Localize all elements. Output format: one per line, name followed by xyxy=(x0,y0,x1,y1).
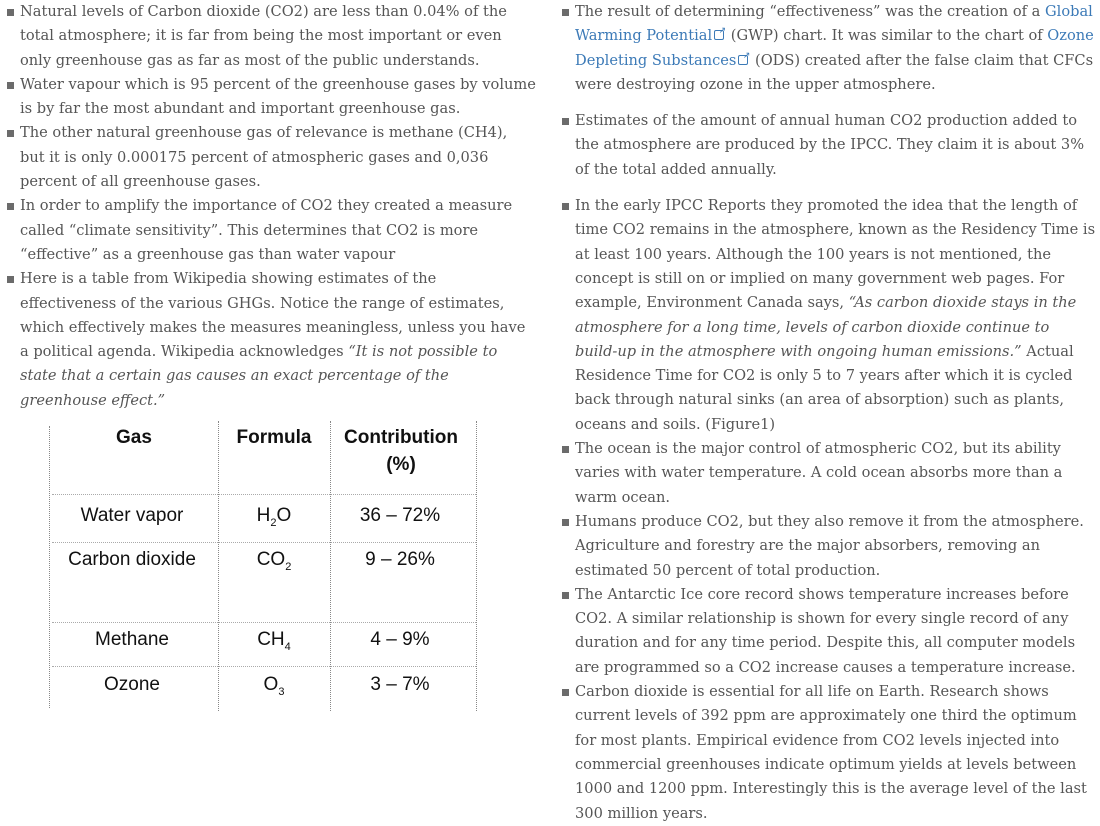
bullet-text: Actual Residence Time for CO2 is only 5 to 7 years after which it is cycled back through natural sinks (an area of absorption) such as plants, oceans and soils. (Figure1) xyxy=(575,342,1074,433)
list-item xyxy=(561,680,1096,826)
formula-water-vapor: $H_2O$ xyxy=(256,505,292,529)
bullet-text: Carbon dioxide is essential for all life on Earth. Research shows current levels of 392 ppm are approximately one third the optimum for most plants. Empirical evidence from CO2 levels injected into commercial greenhouses indicate optimum yields at levels between 1000 and 1200 ppm. Interestingly this is the average level of the last 300 million years. xyxy=(575,683,1087,822)
list-item xyxy=(6,121,536,194)
ozone-depleting-substances-link[interactable]: Ozone Depleting Substances xyxy=(575,27,1094,69)
bullet-text: (GWP) chart. It was similar to the chart of xyxy=(726,27,1048,45)
bullet-text: Natural levels of Carbon dioxide (CO2) are less than 0.04% of the total atmosphere; it is far from being the most important or even only greenhouse gas as far as most of the public understands. xyxy=(20,3,507,69)
bullet-text: Water vapour which is 95 percent of the greenhouse gases by volume is by far the most abundant and important greenhouse gas. xyxy=(20,75,536,118)
header-formula: Formula xyxy=(236,427,312,448)
bullet-text: The result of determining “effectiveness” was the creation of a xyxy=(575,3,1045,20)
gas-methane: Methane xyxy=(95,629,169,650)
left-bullet-list xyxy=(6,0,536,413)
bullet-text: The Antarctic Ice core record shows temperature increases before CO2. A similar relationship is shown for every single record of any duration and for any time period. Despite this, all computer models are programmed so a CO2 increase causes a temperature increase. xyxy=(575,585,1076,676)
list-item xyxy=(561,583,1096,680)
list-item xyxy=(6,194,536,267)
gas-ozone: Ozone xyxy=(104,674,160,695)
list-item xyxy=(6,0,536,73)
environment-canada-quote: “As carbon dioxide stays in the atmosphere for a long time, levels of carbon dioxide continue to build-up in the atmosphere with ongoing human emissions.” xyxy=(575,294,1077,360)
formula-methane: $CH_4$ xyxy=(257,629,291,653)
list-item xyxy=(561,194,1096,437)
list-item xyxy=(561,0,1096,97)
bullet-text: In order to amplify the importance of CO2 they created a measure called “climate sensitivity”. This determines that CO2 is more “effective” as a greenhouse gas than water vapour xyxy=(20,197,513,263)
contribution-water-vapor: 36 – 72% xyxy=(359,505,441,526)
right-bullet-list xyxy=(561,0,1096,826)
contribution-methane: 4 – 9% xyxy=(370,629,430,650)
external-link-icon[interactable] xyxy=(714,30,724,40)
formula-ozone: $O_3$ xyxy=(263,674,285,698)
list-item xyxy=(6,267,536,413)
contribution-carbon-dioxide: 9 – 26% xyxy=(365,549,435,570)
left-column xyxy=(6,0,536,413)
list-item xyxy=(6,73,536,122)
list-item xyxy=(561,437,1096,510)
right-column xyxy=(561,0,1096,826)
bullet-text: The ocean is the major control of atmospheric CO2, but its ability varies with water temperature. A cold ocean absorbs more than a warm ocean. xyxy=(575,440,1063,506)
bullet-text: The other natural greenhouse gas of relevance is methane (CH4), but it is only 0.000175 percent of atmospheric gases and 0,036 percent of all greenhouse gases. xyxy=(20,124,508,191)
formula-carbon-dioxide: $CO_2$ xyxy=(256,549,292,573)
list-item xyxy=(561,510,1096,583)
contribution-ozone: 3 – 7% xyxy=(370,674,430,695)
bullet-text: Here is a table from Wikipedia showing estimates of the effectiveness of the various GHGs. Notice the range of estimates, which effectively makes the measures meaningless, unless you have a political agenda. Wikipedia acknowledges xyxy=(20,270,526,361)
wikipedia-quote: “It is not possible to state that a certain gas causes an exact percentage of the greenhouse effect.” xyxy=(20,343,498,409)
list-item xyxy=(561,109,1096,182)
header-contribution: Contribution (%) xyxy=(344,427,458,475)
global-warming-potential-link[interactable]: Global Warming Potential xyxy=(575,3,1093,45)
gas-carbon-dioxide: Carbon dioxide xyxy=(68,549,196,570)
bullet-text: In the early IPCC Reports they promoted the idea that the length of time CO2 remains in the atmosphere, known as the Residency Time is at least 100 years. Although the 100 years is not mentioned, the concept is still on or implied on many government web pages. For example, Environment Canada says, xyxy=(575,197,1096,312)
bullet-text: Estimates of the amount of annual human CO2 production added to the atmosphere are produced by the IPCC. They claim it is about 3% of the total added annually. xyxy=(575,112,1085,178)
gas-water-vapor: Water vapor xyxy=(80,505,184,526)
ghg-contribution-table xyxy=(44,416,480,712)
bullet-text: (ODS) created after the false claim that CFCs were destroying ozone in the upper atmosphere. xyxy=(575,51,1094,93)
external-link-icon[interactable] xyxy=(738,55,748,65)
bullet-text: Humans produce CO2, but they also remove it from the atmosphere. Agriculture and forestry are the major absorbers, removing an estimated 50 percent of total production. xyxy=(575,512,1084,579)
header-gas: Gas xyxy=(116,427,152,448)
